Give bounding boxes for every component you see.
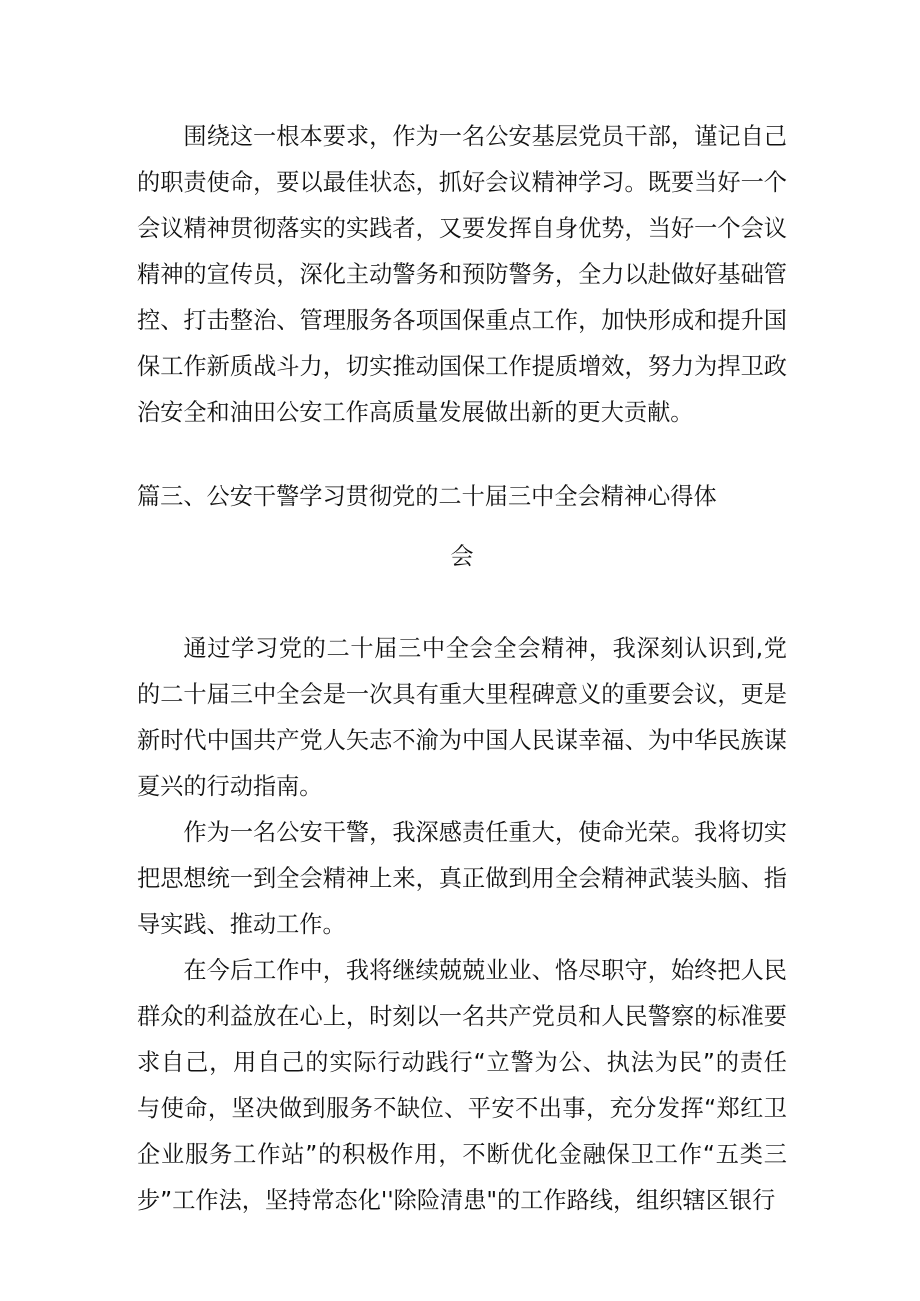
body-paragraph-3: 在今后工作中，我将继续兢兢业业、恪尽职守，始终把人民群众的利益放在心上，时刻以一名共产党员和人民警察的标准要求自己，用自己的实际行动践行“立警为公、执法为民”的责任与使命，坚决做到服务不缺位、平安不出事，充分发挥“郑红卫企业服务工作站”的积极作用，不断优化金融保卫工作“五类三步”工作法，坚持常态化''除险清患"的工作路线，组织辖区银行 <box>137 957 787 1214</box>
body-paragraph-2: 作为一名公安干警，我深感责任重大，使命光荣。我将切实把思想统一到全会精神上来，真正做到用全会精神武装头脑、指导实践、推动工作。 <box>137 819 787 938</box>
body-paragraph-1: 通过学习党的二十届三中全会全会精神，我深刻认识到,党的二十届三中全会是一次具有重大里程碑意义的重要会议，更是新时代中国共产党人矢志不渝为中国人民谋幸福、为中华民族谋夏兴的行动指南。 <box>137 635 787 800</box>
section-heading-line1: 篇三、公安干警学习贯彻党的二十届三中全会精神心得体 <box>137 483 717 510</box>
intro-section <box>137 114 787 436</box>
section-heading <box>137 467 787 587</box>
section-heading-line2: 会 <box>450 543 474 570</box>
intro-paragraph: 围绕这一根本要求，作为一名公安基层党员干部，谨记自己的职责使命，要以最佳状态，抓好会议精神学习。既要当好一个会议精神贯彻落实的实践者，又要发挥自身优势，当好一个会议精神的宣传员，深化主动警务和预防警务，全力以赴做好基础管控、打击整治、管理服务各项国保重点工作，加快形成和提升国保工作新质战斗力，切实推动国保工作提质增效，努力为捍卫政治安全和油田公安工作高质量发展做出新的更大贡献。 <box>137 123 787 426</box>
body-section <box>137 626 787 1224</box>
